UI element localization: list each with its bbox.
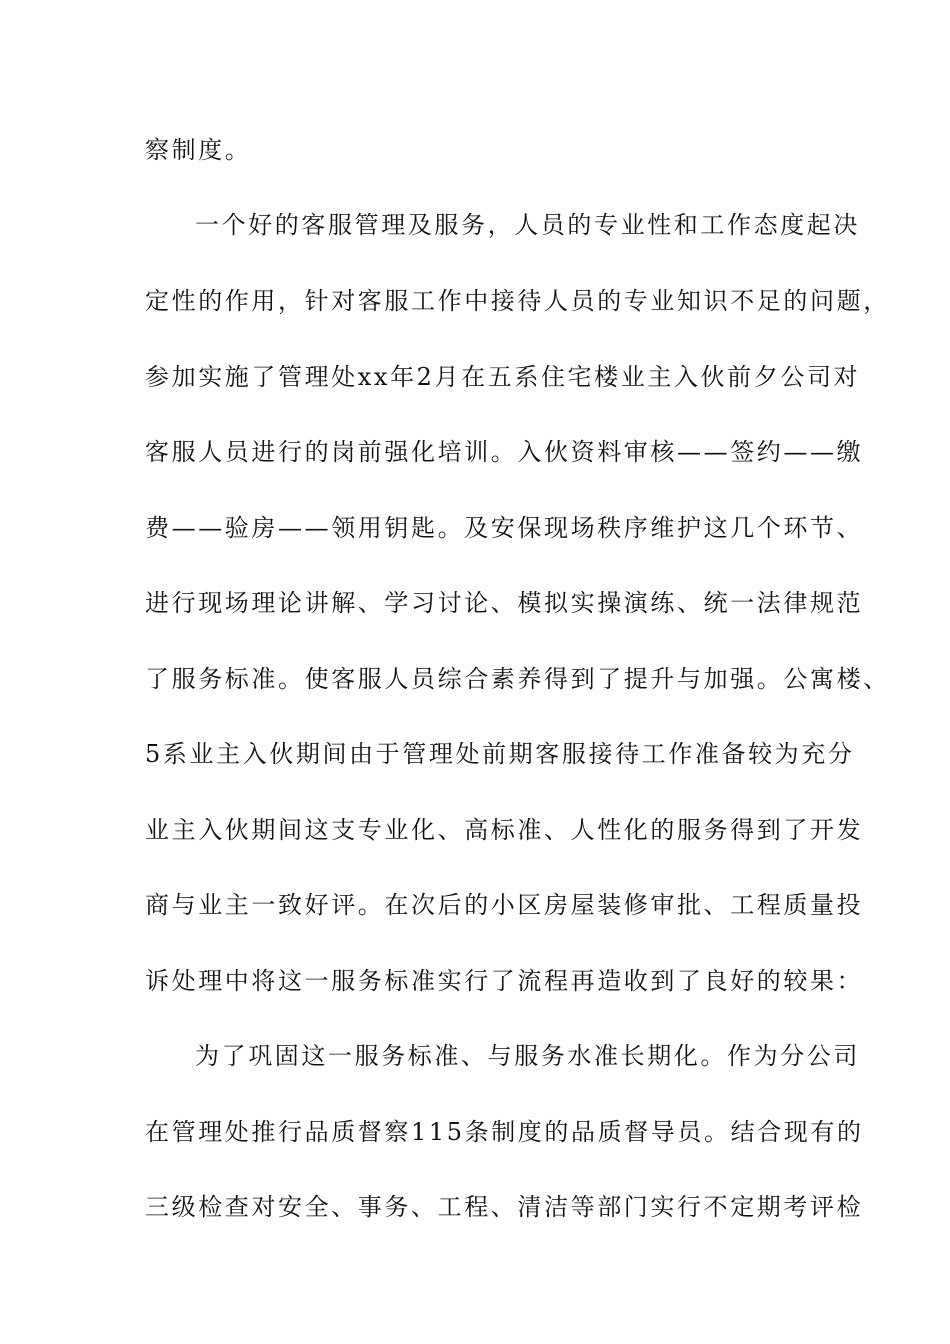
text-line: 三级检查对安全、事务、工程、清洁等部门实行不定期考评检 (145, 1193, 864, 1221)
text-line: 诉处理中将这一服务标准实行了流程再造收到了良好的较果： (145, 967, 864, 995)
paragraph-first-line: 一个好的客服管理及服务，人员的专业性和工作态度起决 (195, 211, 860, 239)
text-line: 进行现场理论讲解、学习讨论、模拟实操演练、统一法律规范 (145, 589, 864, 617)
text-line: 客服人员进行的岗前强化培训。入伙资料审核——签约——缴 (145, 438, 864, 466)
text-line: 费——验房——领用钥匙。及安保现场秩序维护这几个环节、 (145, 514, 864, 542)
text-line: 商与业主一致好评。在次后的小区房屋装修审批、工程质量投 (145, 891, 864, 919)
text-line: 参加实施了管理处xx年2月在五系住宅楼业主入伙前夕公司对 (145, 363, 861, 391)
paragraph-first-line: 为了巩固这一服务标准、与服务水准长期化。作为分公司 (195, 1042, 860, 1070)
text-line: 业主入伙期间这支专业化、高标准、人性化的服务得到了开发 (145, 816, 864, 844)
text-line: 察制度。 (145, 136, 252, 164)
text-line: 定性的作用，针对客服工作中接待人员的专业知识不足的问题， (145, 287, 890, 315)
text-line: 了服务标准。使客服人员综合素养得到了提升与加强。公寓楼、 (145, 665, 890, 693)
text-line: 在管理处推行品质督察115条制度的品质督导员。结合现有的 (145, 1118, 864, 1146)
text-line: 5系业主入伙期间由于管理处前期客服接待工作准备较为充分 (145, 740, 855, 768)
